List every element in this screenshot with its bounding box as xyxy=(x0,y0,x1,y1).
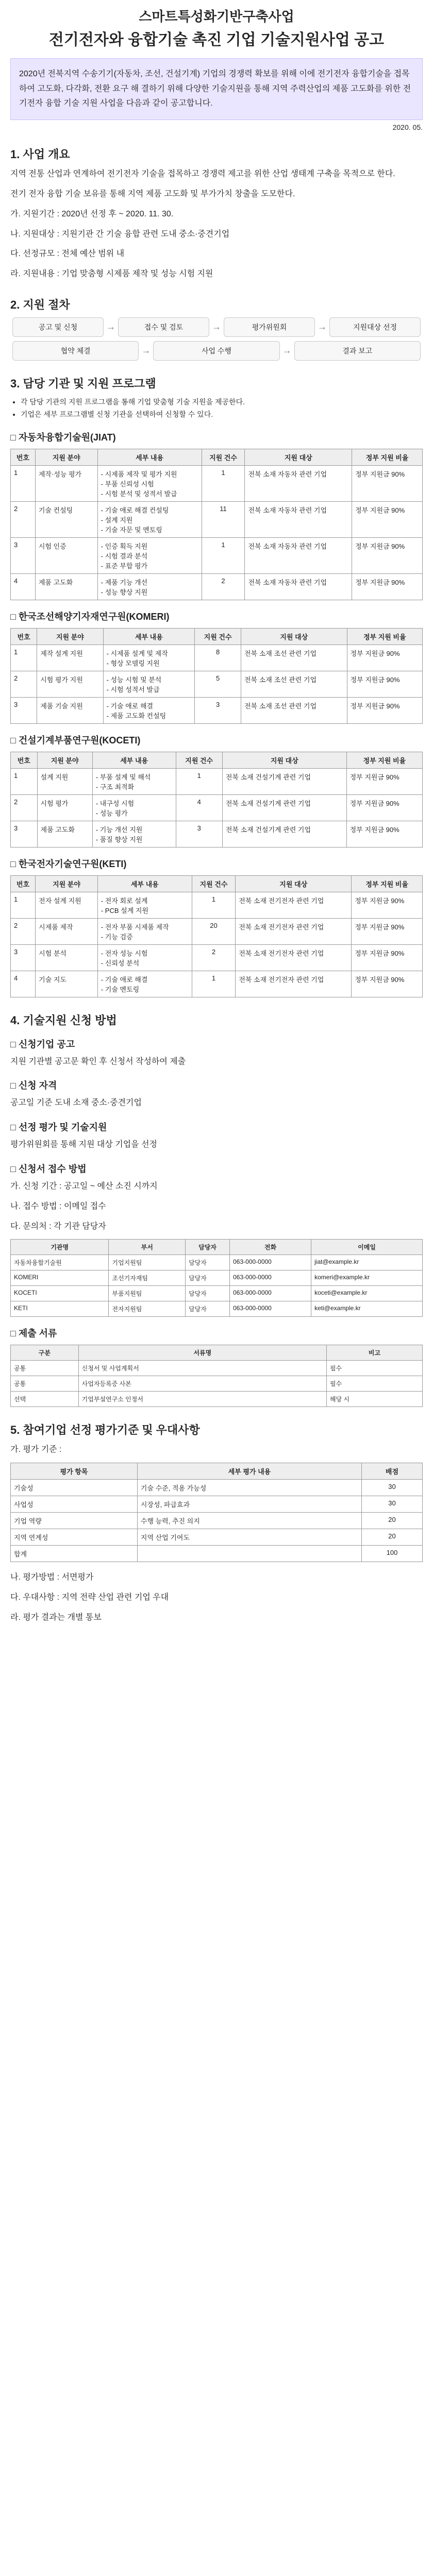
org-cell-no: 4 xyxy=(11,971,36,997)
table-row xyxy=(11,821,423,847)
org-cell-item: - 제품 고도화 컨설팅 xyxy=(106,711,166,720)
org-cell-count: 3 xyxy=(195,697,241,723)
org-cell-target: 전북 소재 전기전자 관련 기업 xyxy=(236,918,352,944)
procedure-step-4: 지원대상 선정 xyxy=(329,317,421,337)
org-cell-target: 전북 소재 건설기계 관련 기업 xyxy=(222,768,346,794)
org-title-4: □ 한국전자기술연구원(KETI) xyxy=(10,858,127,869)
docs-header-note: 비고 xyxy=(326,1345,422,1361)
org-cell-item: - 제품 기능 개선 xyxy=(101,578,148,586)
table-row xyxy=(11,465,423,501)
application-sub-1-text: 지원 기관별 공고문 확인 후 신청서 작성하여 제출 xyxy=(10,1057,186,1066)
org-cell-count: 5 xyxy=(195,671,241,697)
evaluation-note-1: 나. 평가방법 : 서면평가 xyxy=(10,1573,94,1582)
org-cell-item: - 전자 회로 설계 xyxy=(101,896,148,905)
org-cell-target: 전북 소재 건설기계 관련 기업 xyxy=(222,794,346,821)
org-header-6: 정부 지원 비율 xyxy=(347,628,422,645)
contact-header-dept: 부서 xyxy=(109,1240,186,1255)
org-header-4: 지원 건수 xyxy=(192,875,235,892)
org-cell-item: - PCB 설계 지원 xyxy=(101,906,148,914)
org-cell-count: 3 xyxy=(176,821,222,847)
org-cell-items xyxy=(92,821,176,847)
section-programs-title: 3. 담당 기관 및 지원 프로그램 xyxy=(10,377,156,390)
evaluation-cell-score: 100 xyxy=(361,1546,422,1562)
evaluation-cell-detail: 시장성, 파급효과 xyxy=(137,1496,361,1513)
org-cell-target: 전북 소재 전기전자 관련 기업 xyxy=(236,892,352,918)
org-cell-items xyxy=(97,573,202,600)
procedure-step-3: 평가위원회 xyxy=(224,317,315,337)
table-row xyxy=(11,794,423,821)
contact-cell-email: jiat@example.kr xyxy=(311,1255,423,1270)
contact-cell-tel: 063-000-0000 xyxy=(230,1255,311,1270)
org-cell-ratio: 정부 지원금 90% xyxy=(352,537,423,573)
org-header-3: 세부 내용 xyxy=(92,752,176,768)
overview-line-3: 가. 지원기간 : 2020년 선정 후 ~ 2020. 11. 30. xyxy=(10,209,174,218)
procedure-flow-2 xyxy=(10,341,423,361)
table-row xyxy=(11,1255,423,1270)
org-cell-item: - 기술 애로 해결 컨설팅 xyxy=(101,506,169,514)
org-cell-no: 1 xyxy=(11,645,37,671)
programs-bullets xyxy=(10,396,423,421)
org-cell-items xyxy=(97,918,192,944)
programs-bullet-1: • 각 담당 기관의 지원 프로그램을 통해 기업 맞춤형 기술 지원을 제공한다. xyxy=(21,396,423,409)
org-cell-item: - 시험 분석 및 성적서 발급 xyxy=(101,489,177,498)
org-cell-ratio: 정부 지원금 90% xyxy=(352,918,423,944)
application-sub-2-title: □ 신청 자격 xyxy=(10,1080,57,1091)
table-row xyxy=(11,537,423,573)
org-cell-item: - 기능 개선 지원 xyxy=(95,825,143,834)
org-header-5: 지원 대상 xyxy=(222,752,346,768)
contact-line-3: 다. 문의처 : 각 기관 담당자 xyxy=(10,1222,106,1231)
org-cell-item: - 성능 시험 및 분석 xyxy=(106,675,162,684)
org-cell-target: 전북 소재 자동차 관련 기업 xyxy=(245,537,352,573)
org-cell-item: - 품질 향상 지원 xyxy=(95,835,143,843)
org-cell-ratio: 정부 지원금 90% xyxy=(346,794,422,821)
org-cell-items xyxy=(97,465,202,501)
org-cell-item: - 기술 멘토링 xyxy=(101,985,140,993)
table-row xyxy=(11,1270,423,1286)
table-row xyxy=(11,1376,423,1392)
page xyxy=(10,0,423,1639)
org-cell-group: 기술 컨설팅 xyxy=(35,501,97,537)
org-cell-items xyxy=(92,768,176,794)
org-table-wrap-1 xyxy=(10,449,423,600)
notice-date: 2020. 05. xyxy=(392,123,423,132)
org-cell-ratio: 정부 지원금 90% xyxy=(352,892,423,918)
org-header-1: 번호 xyxy=(11,875,36,892)
contact-header-email: 이메일 xyxy=(311,1240,423,1255)
org-cell-no: 3 xyxy=(11,697,37,723)
org-cell-count: 2 xyxy=(192,944,235,971)
org-title-3: □ 건설기계부품연구원(KOCETI) xyxy=(10,735,141,745)
org-table-wrap-3 xyxy=(10,752,423,848)
procedure-step-7: 결과 보고 xyxy=(294,341,421,361)
org-cell-group: 제품 기술 지원 xyxy=(37,697,103,723)
org-cell-item: - 기능 검증 xyxy=(101,933,133,941)
contact-line-2: 나. 접수 방법 : 이메일 접수 xyxy=(10,1201,106,1211)
org-cell-no: 3 xyxy=(11,944,36,971)
org-header-1: 번호 xyxy=(11,449,36,465)
org-table-1 xyxy=(10,449,423,600)
table-row xyxy=(11,501,423,537)
org-cell-no: 2 xyxy=(11,501,36,537)
org-cell-ratio: 정부 지원금 90% xyxy=(352,501,423,537)
evaluation-cell-item: 사업성 xyxy=(11,1496,138,1513)
evaluation-notes xyxy=(10,1570,423,1625)
table-row xyxy=(11,1529,423,1546)
table-row xyxy=(11,1286,423,1301)
contact-cell-tel: 063-000-0000 xyxy=(230,1286,311,1301)
org-cell-count: 1 xyxy=(176,768,222,794)
org-cell-item: - 성능 평가 xyxy=(95,809,128,817)
evaluation-header-detail: 세부 평가 내용 xyxy=(137,1463,361,1480)
org-cell-no: 1 xyxy=(11,768,38,794)
contact-cell-org: 자동차융합기술원 xyxy=(11,1255,109,1270)
contact-cell-name: 담당자 xyxy=(186,1301,230,1317)
evaluation-header-score: 배점 xyxy=(361,1463,422,1480)
org-cell-item: - 기술 애로 해결 xyxy=(101,975,148,984)
org-cell-item: - 신뢰성 분석 xyxy=(101,959,140,967)
org-cell-item: - 부품 신뢰성 시험 xyxy=(101,480,154,488)
contact-cell-name: 담당자 xyxy=(186,1270,230,1286)
org-cell-ratio: 정부 지원금 90% xyxy=(347,645,422,671)
org-title: 스마트특성화기반구축사업 xyxy=(139,9,294,24)
table-row xyxy=(11,1392,423,1407)
contact-cell-org: KOCETI xyxy=(11,1286,109,1301)
table-row xyxy=(11,944,423,971)
org-header-6: 정부 지원 비율 xyxy=(352,449,423,465)
contact-cell-dept: 부품지원팀 xyxy=(109,1286,186,1301)
org-cell-target: 전북 소재 자동차 관련 기업 xyxy=(245,573,352,600)
evaluation-cell-detail: 지역 산업 기여도 xyxy=(137,1529,361,1546)
contact-cell-dept: 전자지원팀 xyxy=(109,1301,186,1317)
org-cell-no: 1 xyxy=(11,892,36,918)
org-cell-target: 전북 소재 조선 관련 기업 xyxy=(241,671,347,697)
contact-line-1: 가. 신청 기간 : 공고일 ~ 예산 소진 시까지 xyxy=(10,1181,158,1191)
evaluation-cell-item: 합계 xyxy=(11,1546,138,1562)
org-cell-item: - 시제품 설계 및 제작 xyxy=(106,649,168,657)
docs-cell-type: 공통 xyxy=(11,1376,79,1392)
org-cell-item: - 전자 부품 시제품 제작 xyxy=(101,923,169,931)
org-cell-group: 전자 설계 지원 xyxy=(36,892,98,918)
org-cell-no: 1 xyxy=(11,465,36,501)
evaluation-note-2: 다. 우대사항 : 지역 전략 산업 관련 기업 우대 xyxy=(10,1592,169,1602)
org-cell-count: 1 xyxy=(202,537,245,573)
org-table-2 xyxy=(10,628,423,724)
contact-title: □ 신청서 접수 방법 xyxy=(10,1163,87,1174)
org-cell-count: 11 xyxy=(202,501,245,537)
evaluation-cell-score: 30 xyxy=(361,1496,422,1513)
application-subsections xyxy=(10,1037,423,1153)
arrow-icon: → xyxy=(106,321,115,332)
org-cell-items xyxy=(97,537,202,573)
org-cell-ratio: 정부 지원금 90% xyxy=(346,821,422,847)
docs-title: □ 제출 서류 xyxy=(10,1328,57,1339)
org-header-1: 번호 xyxy=(11,752,38,768)
org-cell-item: - 구조 최적화 xyxy=(95,783,135,791)
org-cell-no: 2 xyxy=(11,794,38,821)
docs-header-type: 구분 xyxy=(11,1345,79,1361)
overview-line-5: 다. 선정규모 : 전체 예산 범위 내 xyxy=(10,249,125,259)
table-row xyxy=(11,645,423,671)
org-cell-count: 4 xyxy=(176,794,222,821)
arrow-icon: → xyxy=(318,321,327,332)
contact-cell-email: keti@example.kr xyxy=(311,1301,423,1317)
org-cell-ratio: 정부 지원금 90% xyxy=(352,971,423,997)
docs-cell-name: 신청서 및 사업계획서 xyxy=(78,1361,326,1376)
org-cell-count: 1 xyxy=(192,971,235,997)
org-cell-ratio: 정부 지원금 90% xyxy=(352,573,423,600)
evaluation-cell-detail: 기술 수준, 적용 가능성 xyxy=(137,1480,361,1496)
table-row xyxy=(11,971,423,997)
contact-header-name: 담당자 xyxy=(186,1240,230,1255)
contact-cell-org: KETI xyxy=(11,1301,109,1317)
evaluation-cell-item: 기술성 xyxy=(11,1480,138,1496)
org-cell-ratio: 정부 지원금 90% xyxy=(347,671,422,697)
notice-text: 2020년 전북지역 수송기기(자동차, 조선, 건설기계) 기업의 경쟁력 확보를 위해 이에 전기전자 융합기술을 접목하여 고도화, 다각화, 전환 요구 해 결하기 위해 다양한 기술지원을 통해 지역 주력산업의 제품 고도화를 위한 전기전자 융합 기술 지원 사업을 다음과 같이 공고합니다. xyxy=(19,69,411,108)
table-row xyxy=(11,697,423,723)
application-sub-2-text: 공고일 기준 도내 소재 중소·중견기업 xyxy=(10,1098,142,1108)
org-title-2: □ 한국조선해양기자재연구원(KOMERI) xyxy=(10,611,170,622)
application-sub-3-title: □ 선정 평가 및 기술지원 xyxy=(10,1122,107,1133)
org-cell-count: 1 xyxy=(192,892,235,918)
programs-bullet-2: • 기업은 세부 프로그램별 신청 기관을 선택하여 신청할 수 있다. xyxy=(21,409,423,421)
org-cell-items xyxy=(97,971,192,997)
procedure-step-5: 협약 체결 xyxy=(12,341,139,361)
org-header-5: 지원 대상 xyxy=(245,449,352,465)
org-cell-target: 전북 소재 전기전자 관련 기업 xyxy=(236,944,352,971)
org-cell-item: - 시험 결과 분석 xyxy=(101,552,148,560)
contact-table xyxy=(10,1239,423,1317)
org-cell-item: - 인증 획득 지원 xyxy=(101,542,148,550)
org-cell-items xyxy=(103,645,195,671)
procedure-step-1: 공고 및 신청 xyxy=(12,317,104,337)
org-cell-no: 3 xyxy=(11,537,36,573)
org-cell-item: - 형상 모델링 지원 xyxy=(106,659,160,667)
contact-cell-email: komeri@example.kr xyxy=(311,1270,423,1286)
docs-table-body xyxy=(11,1361,423,1407)
table-row xyxy=(11,918,423,944)
application-sub-3-text: 평가위원회를 통해 지원 대상 기업을 선정 xyxy=(10,1140,157,1149)
evaluation-table-body xyxy=(11,1480,423,1562)
org-header-3: 세부 내용 xyxy=(97,875,192,892)
org-cell-group: 시험 분석 xyxy=(36,944,98,971)
contact-table-body xyxy=(11,1255,423,1317)
contact-cell-dept: 조선기자재팀 xyxy=(109,1270,186,1286)
org-cell-items xyxy=(103,697,195,723)
org-cell-target: 전북 소재 건설기계 관련 기업 xyxy=(222,821,346,847)
evaluation-table xyxy=(10,1463,423,1562)
docs-cell-note: 필수 xyxy=(326,1376,422,1392)
org-title-1: □ 자동차융합기술원(JIAT) xyxy=(10,432,116,443)
contact-text xyxy=(10,1179,423,1234)
evaluation-note-3: 라. 평가 결과는 개별 통보 xyxy=(10,1613,102,1622)
section-application-title: 4. 기술지원 신청 방법 xyxy=(10,1013,117,1027)
org-cell-count: 8 xyxy=(195,645,241,671)
evaluation-cell-detail: 수행 능력, 추진 의지 xyxy=(137,1513,361,1529)
arrow-icon: → xyxy=(212,321,221,332)
evaluation-cell-item: 기업 역량 xyxy=(11,1513,138,1529)
org-cell-items xyxy=(103,671,195,697)
org-header-2: 지원 분야 xyxy=(37,628,103,645)
evaluation-cell-score: 20 xyxy=(361,1529,422,1546)
org-cell-group: 제작·성능 평가 xyxy=(35,465,97,501)
org-header-1: 번호 xyxy=(11,628,37,645)
org-cell-ratio: 정부 지원금 90% xyxy=(352,465,423,501)
org-cell-ratio: 정부 지원금 90% xyxy=(347,697,422,723)
programs-orgs xyxy=(10,430,423,997)
org-cell-group: 제품 고도화 xyxy=(37,821,92,847)
table-row xyxy=(11,892,423,918)
org-table-wrap-4 xyxy=(10,875,423,997)
procedure-flow xyxy=(10,317,423,337)
overview-line-6: 라. 지원내용 : 기업 맞춤형 시제품 제작 및 성능 시험 지원 xyxy=(10,269,213,279)
org-cell-no: 2 xyxy=(11,918,36,944)
docs-cell-note: 해당 시 xyxy=(326,1392,422,1407)
docs-cell-type: 공통 xyxy=(11,1361,79,1376)
contact-header-org: 기관명 xyxy=(11,1240,109,1255)
table-row xyxy=(11,1480,423,1496)
org-header-4: 지원 건수 xyxy=(176,752,222,768)
org-header-2: 지원 분야 xyxy=(37,752,92,768)
org-cell-count: 20 xyxy=(192,918,235,944)
org-cell-item: - 내구성 시험 xyxy=(95,799,135,807)
org-cell-no: 2 xyxy=(11,671,37,697)
procedure-step-2: 접수 및 검토 xyxy=(118,317,209,337)
org-cell-count: 2 xyxy=(202,573,245,600)
org-cell-count: 1 xyxy=(202,465,245,501)
contact-table-wrap xyxy=(10,1239,423,1317)
overview-text xyxy=(10,167,423,282)
org-cell-target: 전북 소재 조선 관련 기업 xyxy=(241,645,347,671)
org-cell-items xyxy=(97,944,192,971)
section-procedure-title: 2. 지원 절차 xyxy=(10,298,70,311)
org-cell-item: - 시험 성적서 발급 xyxy=(106,685,160,693)
org-header-6: 정부 지원 비율 xyxy=(352,875,423,892)
org-header-3: 세부 내용 xyxy=(103,628,195,645)
org-cell-group: 제작 설계 지원 xyxy=(37,645,103,671)
org-cell-item: - 성능 향상 지원 xyxy=(101,588,148,596)
org-header-3: 세부 내용 xyxy=(97,449,202,465)
contact-cell-name: 담당자 xyxy=(186,1286,230,1301)
org-cell-group: 설계 지원 xyxy=(37,768,92,794)
org-header-4: 지원 건수 xyxy=(195,628,241,645)
docs-header-name: 서류명 xyxy=(78,1345,326,1361)
org-cell-ratio: 정부 지원금 90% xyxy=(346,768,422,794)
arrow-icon: → xyxy=(141,345,151,356)
procedure-step-6: 사업 수행 xyxy=(153,341,279,361)
table-row xyxy=(11,1301,423,1317)
arrow-icon: → xyxy=(282,345,292,356)
section-evaluation-title: 5. 참여기업 선정 평가기준 및 우대사항 xyxy=(10,1423,200,1437)
org-cell-no: 3 xyxy=(11,821,38,847)
table-row xyxy=(11,1513,423,1529)
table-row xyxy=(11,671,423,697)
header xyxy=(10,8,423,50)
evaluation-lead: 가. 평가 기준 : xyxy=(10,1445,62,1454)
overview-line-4: 나. 지원대상 : 지원기관 간 기술 융합 관련 도내 중소·중견기업 xyxy=(10,229,230,239)
org-cell-item: - 부품 설계 및 해석 xyxy=(95,773,151,781)
org-header-6: 정부 지원 비율 xyxy=(346,752,422,768)
table-row xyxy=(11,768,423,794)
org-cell-item: - 시제품 제작 및 평가 지원 xyxy=(101,470,177,478)
org-cell-group: 시험 인증 xyxy=(35,537,97,573)
overview-line-2: 전기 전자 융합 기술 보유를 통해 지역 제품 고도화 및 부가가치 창출을 도모한다. xyxy=(10,189,295,198)
org-cell-group: 기술 지도 xyxy=(36,971,98,997)
contact-header-tel: 전화 xyxy=(230,1240,311,1255)
docs-cell-note: 필수 xyxy=(326,1361,422,1376)
evaluation-cell-score: 20 xyxy=(361,1513,422,1529)
org-cell-group: 시험 평가 xyxy=(37,794,92,821)
docs-cell-name: 사업자등록증 사본 xyxy=(78,1376,326,1392)
application-sub-1-title: □ 신청기업 공고 xyxy=(10,1039,75,1049)
org-cell-target: 전북 소재 조선 관련 기업 xyxy=(241,697,347,723)
org-cell-item: - 표준 부합 평가 xyxy=(101,562,148,570)
org-cell-item: - 전자 성능 시험 xyxy=(101,949,148,957)
evaluation-cell-item: 지역 연계성 xyxy=(11,1529,138,1546)
org-cell-group: 시험 평가 지원 xyxy=(37,671,103,697)
org-header-2: 지원 분야 xyxy=(35,449,97,465)
org-table-3 xyxy=(10,752,423,848)
org-cell-items xyxy=(97,501,202,537)
org-cell-group: 시제품 제작 xyxy=(36,918,98,944)
evaluation-cell-detail xyxy=(137,1546,361,1562)
contact-cell-tel: 063-000-0000 xyxy=(230,1270,311,1286)
org-cell-target: 전북 소재 전기전자 관련 기업 xyxy=(236,971,352,997)
contact-cell-tel: 063-000-0000 xyxy=(230,1301,311,1317)
table-row xyxy=(11,1496,423,1513)
notice-box xyxy=(10,58,423,120)
docs-table xyxy=(10,1345,423,1407)
org-cell-item: - 기술 자문 및 멘토링 xyxy=(101,526,162,534)
org-header-2: 지원 분야 xyxy=(36,875,98,892)
evaluation-table-wrap xyxy=(10,1463,423,1562)
evaluation-header-item: 평가 항목 xyxy=(11,1463,138,1480)
evaluation-cell-score: 30 xyxy=(361,1480,422,1496)
contact-cell-org: KOMERI xyxy=(11,1270,109,1286)
org-header-4: 지원 건수 xyxy=(202,449,245,465)
docs-cell-type: 선택 xyxy=(11,1392,79,1407)
org-cell-group: 제품 고도화 xyxy=(35,573,97,600)
docs-cell-name: 기업부설연구소 인정서 xyxy=(78,1392,326,1407)
main-title: 전기전자와 융합기술 촉진 기업 기술지원사업 공고 xyxy=(48,31,385,48)
table-row xyxy=(11,1546,423,1562)
org-header-5: 지원 대상 xyxy=(241,628,347,645)
org-cell-items xyxy=(92,794,176,821)
section-overview-title: 1. 사업 개요 xyxy=(10,148,70,161)
table-row xyxy=(11,1361,423,1376)
table-row xyxy=(11,573,423,600)
contact-cell-name: 담당자 xyxy=(186,1255,230,1270)
org-cell-ratio: 정부 지원금 90% xyxy=(352,944,423,971)
org-cell-items xyxy=(97,892,192,918)
org-header-5: 지원 대상 xyxy=(236,875,352,892)
contact-cell-email: koceti@example.kr xyxy=(311,1286,423,1301)
org-cell-target: 전북 소재 자동차 관련 기업 xyxy=(245,501,352,537)
docs-table-wrap xyxy=(10,1345,423,1407)
org-cell-item: - 기술 애로 해결 xyxy=(106,702,154,710)
overview-line-1: 지역 전통 산업과 연계하여 전기전자 기술을 접목하고 경쟁력 제고를 위한 산업 생태계 구축을 목적으로 한다. xyxy=(10,170,395,179)
org-table-wrap-2 xyxy=(10,628,423,724)
org-table-4 xyxy=(10,875,423,997)
org-cell-target: 전북 소재 자동차 관련 기업 xyxy=(245,465,352,501)
contact-cell-dept: 기업지원팀 xyxy=(109,1255,186,1270)
org-cell-item: - 설계 지원 xyxy=(101,516,133,524)
org-cell-no: 4 xyxy=(11,573,36,600)
